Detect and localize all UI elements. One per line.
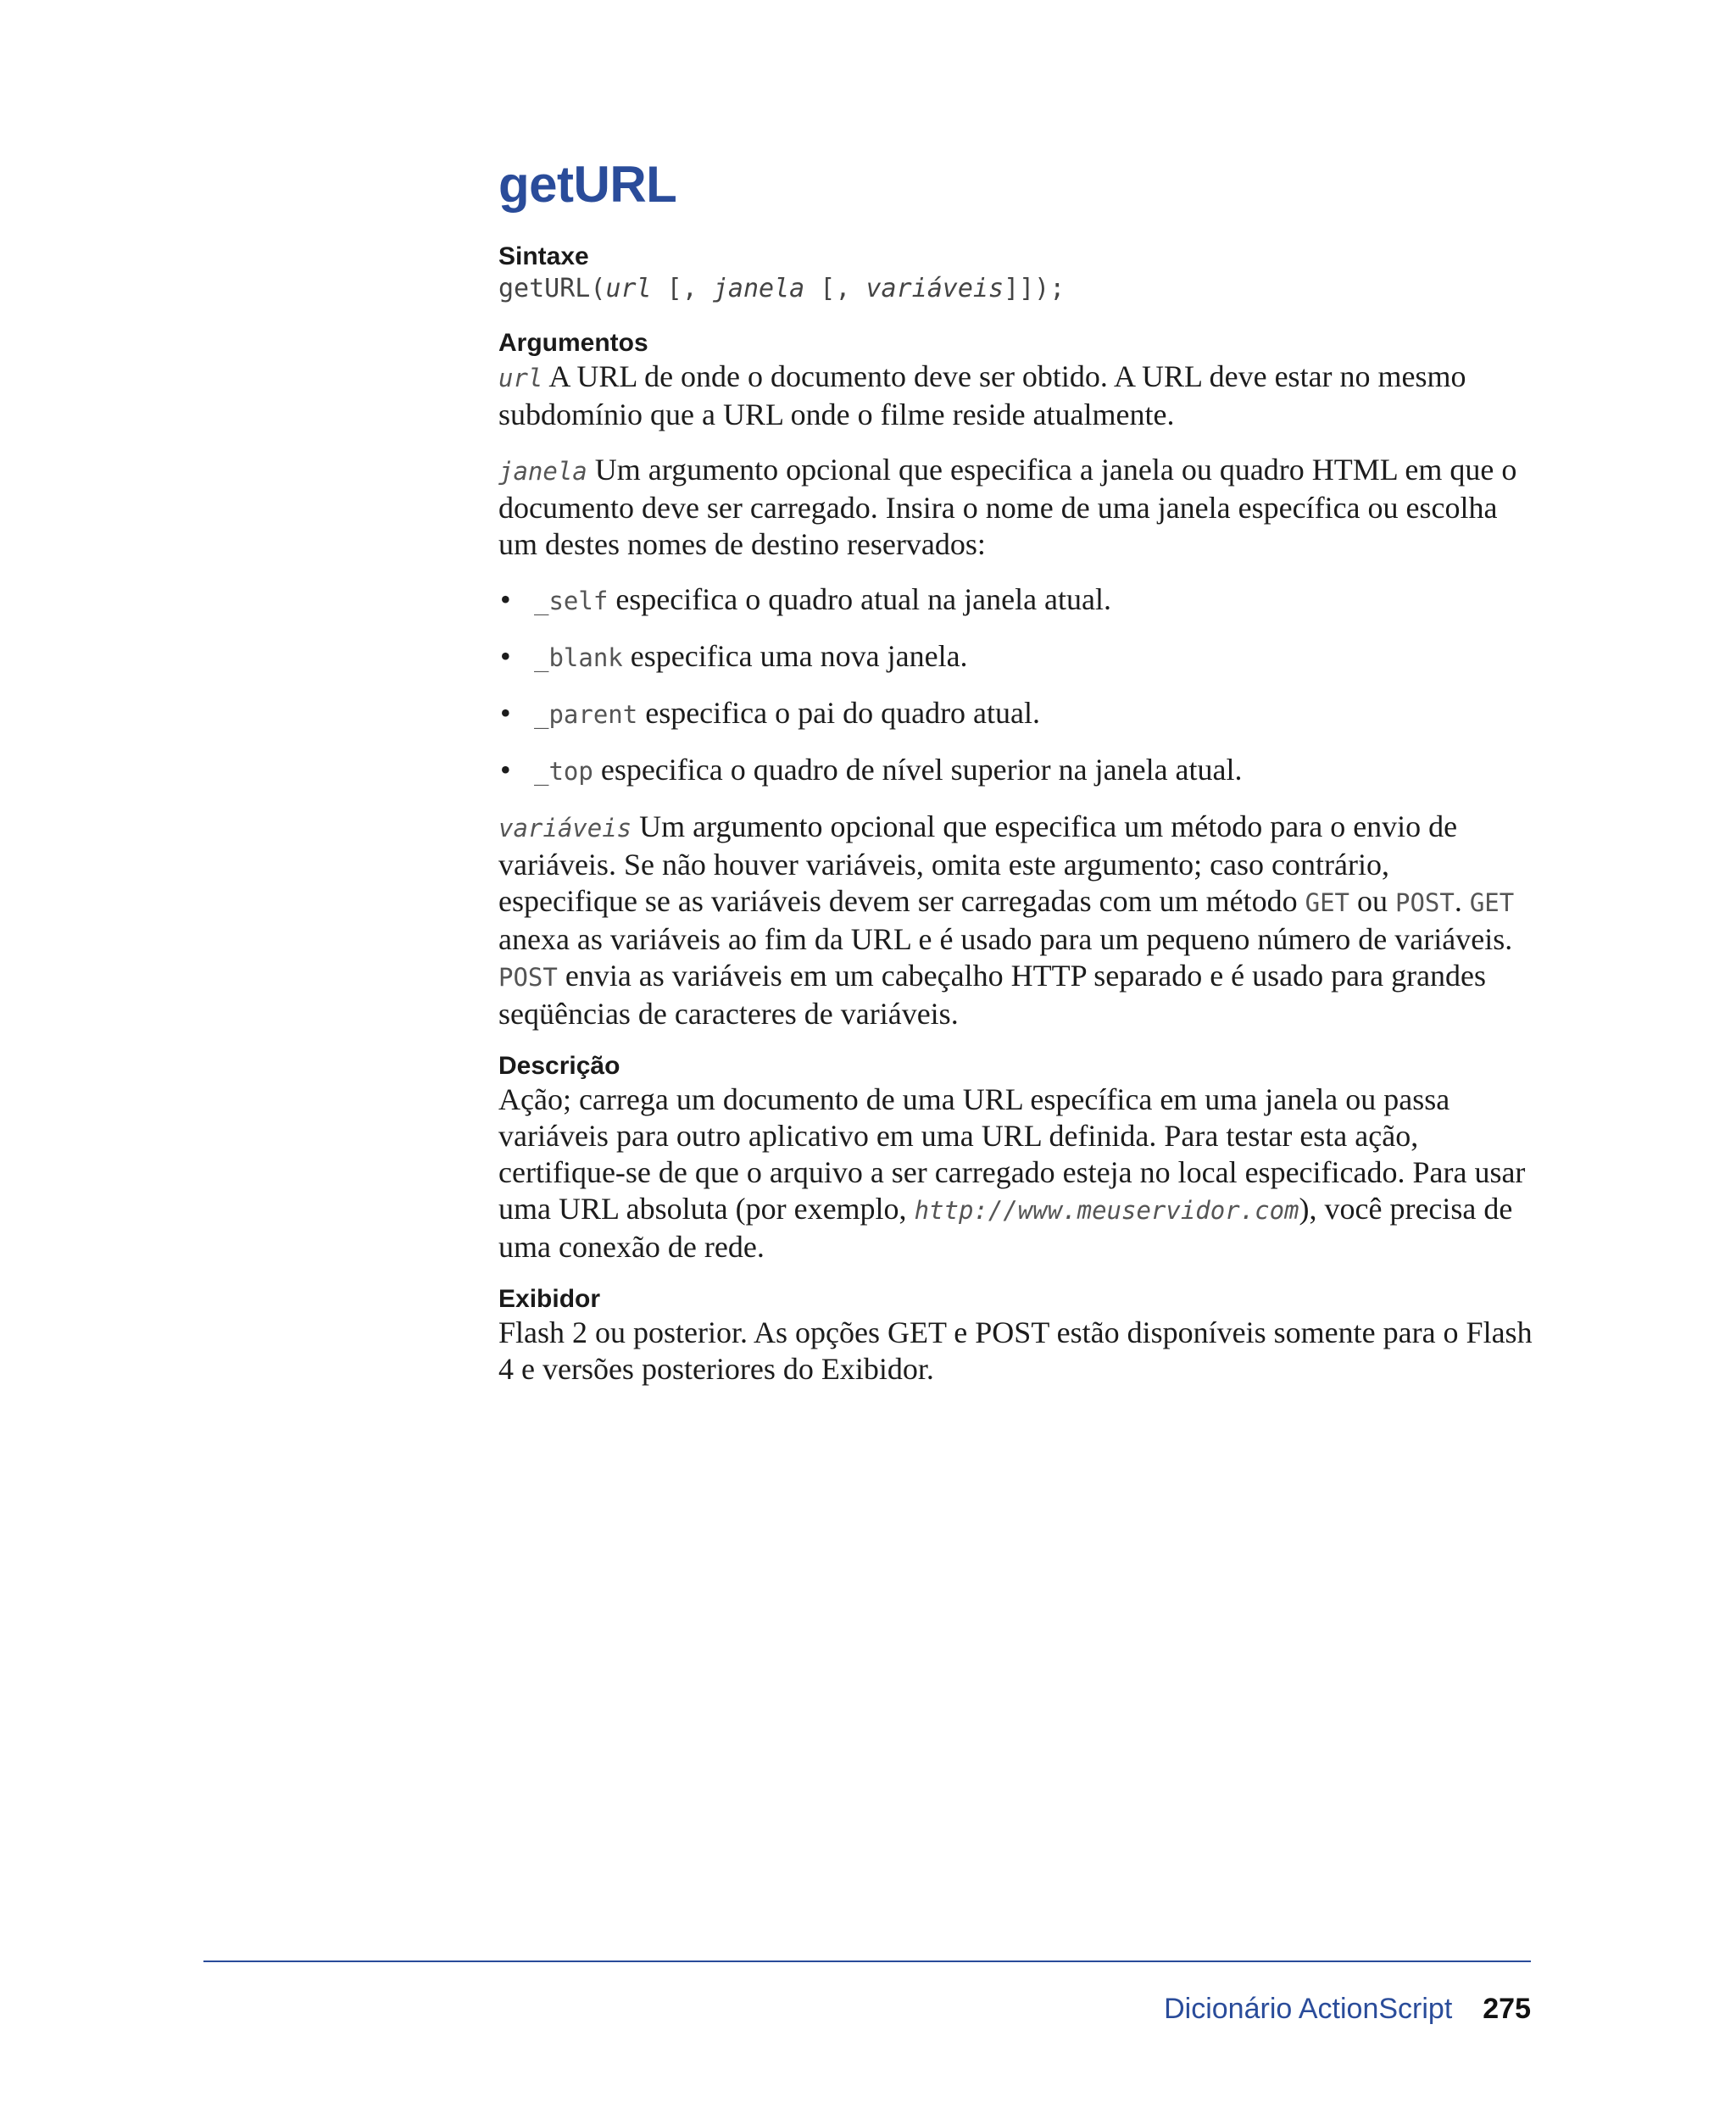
syntax-section (498, 242, 1533, 306)
list-item (498, 752, 1533, 790)
description-text (498, 1082, 1533, 1265)
argument-url-text: A URL de onde o documento deve ser obtido. A URL deve estar no mesmo subdomínio que a URL onde o filme reside atualmente. (498, 359, 1466, 431)
page-number: 275 (1483, 1993, 1531, 2025)
syntax-sep-2: [, (804, 274, 866, 303)
player-heading: Exibidor (498, 1285, 601, 1313)
argument-variaveis-text-1: Um argumento opcional que especifica um método para o envio de variáveis. Se não houver variáveis, omita este argumento; caso contrário, especifique se as variáveis devem ser carregadas com um método (498, 809, 1458, 918)
player-text: Flash 2 ou posterior. As opções GET e POST estão disponíveis somente para o Flash 4 e versões posteriores do Exibidor. (498, 1315, 1533, 1386)
syntax-arg-janela: janela (712, 274, 805, 303)
page-footer (1164, 1992, 1531, 2026)
bullet-icon: • (500, 753, 511, 787)
target-text: especifica o pai do quadro atual. (637, 696, 1041, 730)
syntax-code-prefix: getURL( (498, 274, 606, 303)
description-text-2: ), você precisa de uma conexão de rede. (498, 1192, 1513, 1264)
footer-divider (203, 1960, 1531, 1962)
bullet-icon: • (500, 639, 511, 673)
list-item (498, 695, 1533, 733)
syntax-sep-1: [, (651, 274, 713, 303)
argument-variaveis-name: variáveis (498, 814, 632, 843)
target-text: especifica o quadro atual na janela atual. (608, 582, 1112, 616)
page-content (498, 157, 1533, 1406)
description-text-1: Ação; carrega um documento de uma URL específica em uma janela ou passa variáveis para outro aplicativo em uma URL definida. Para testar esta ação, certifique-se de que o arquivo a ser carregado esteja no local especificado. Para usar uma URL absoluta (por exemplo, (498, 1082, 1526, 1226)
target-code: _blank (534, 643, 623, 672)
target-code: _self (534, 587, 609, 615)
list-item (498, 638, 1533, 676)
syntax-arg-url: url (605, 274, 652, 303)
code-post: POST (498, 963, 558, 992)
player-section (498, 1284, 1533, 1388)
argument-janela-name: janela (498, 457, 587, 486)
argument-janela-text: Um argumento opcional que especifica a janela ou quadro HTML em que o documento deve ser carregado. Insira o nome de uma janela específica ou escolha um destes nomes de destino reservados: (498, 453, 1517, 561)
target-list (498, 581, 1533, 790)
arguments-heading: Argumentos (498, 329, 648, 357)
argument-variaveis-text-3: . (1454, 884, 1470, 918)
description-section (498, 1051, 1533, 1265)
syntax-heading: Sintaxe (498, 242, 589, 270)
description-heading: Descrição (498, 1052, 620, 1080)
argument-variaveis-text-2: ou (1349, 884, 1395, 918)
syntax-arg-variaveis: variáveis (865, 274, 1004, 303)
target-text: especifica uma nova janela. (622, 639, 968, 673)
code-get: GET (1469, 888, 1515, 917)
example-url: http://www.meuservidor.com (914, 1196, 1299, 1225)
syntax-code-suffix: ]]); (1004, 274, 1066, 303)
target-text: especifica o quadro de nível superior na janela atual. (593, 753, 1243, 787)
syntax-code (498, 272, 1533, 306)
target-code: _top (534, 757, 593, 786)
code-get: GET (1305, 888, 1349, 917)
page-title: getURL (498, 156, 677, 213)
argument-variaveis (498, 809, 1533, 1032)
target-code: _parent (534, 700, 638, 729)
bullet-icon: • (500, 582, 511, 616)
argument-janela (498, 452, 1533, 563)
code-post: POST (1395, 888, 1455, 917)
list-item (498, 581, 1533, 620)
footer-section-title: Dicionário ActionScript (1164, 1993, 1453, 2025)
argument-variaveis-text-4: anexa as variáveis ao fim da URL e é usado para um pequeno número de variáveis. (498, 922, 1513, 956)
bullet-icon: • (500, 696, 511, 730)
argument-url-name: url (498, 364, 543, 392)
argument-variaveis-text-5: envia as variáveis em um cabeçalho HTTP separado e é usado para grandes seqüências de caracteres de variáveis. (498, 959, 1487, 1031)
argument-url (498, 359, 1533, 433)
arguments-section (498, 328, 1533, 1032)
